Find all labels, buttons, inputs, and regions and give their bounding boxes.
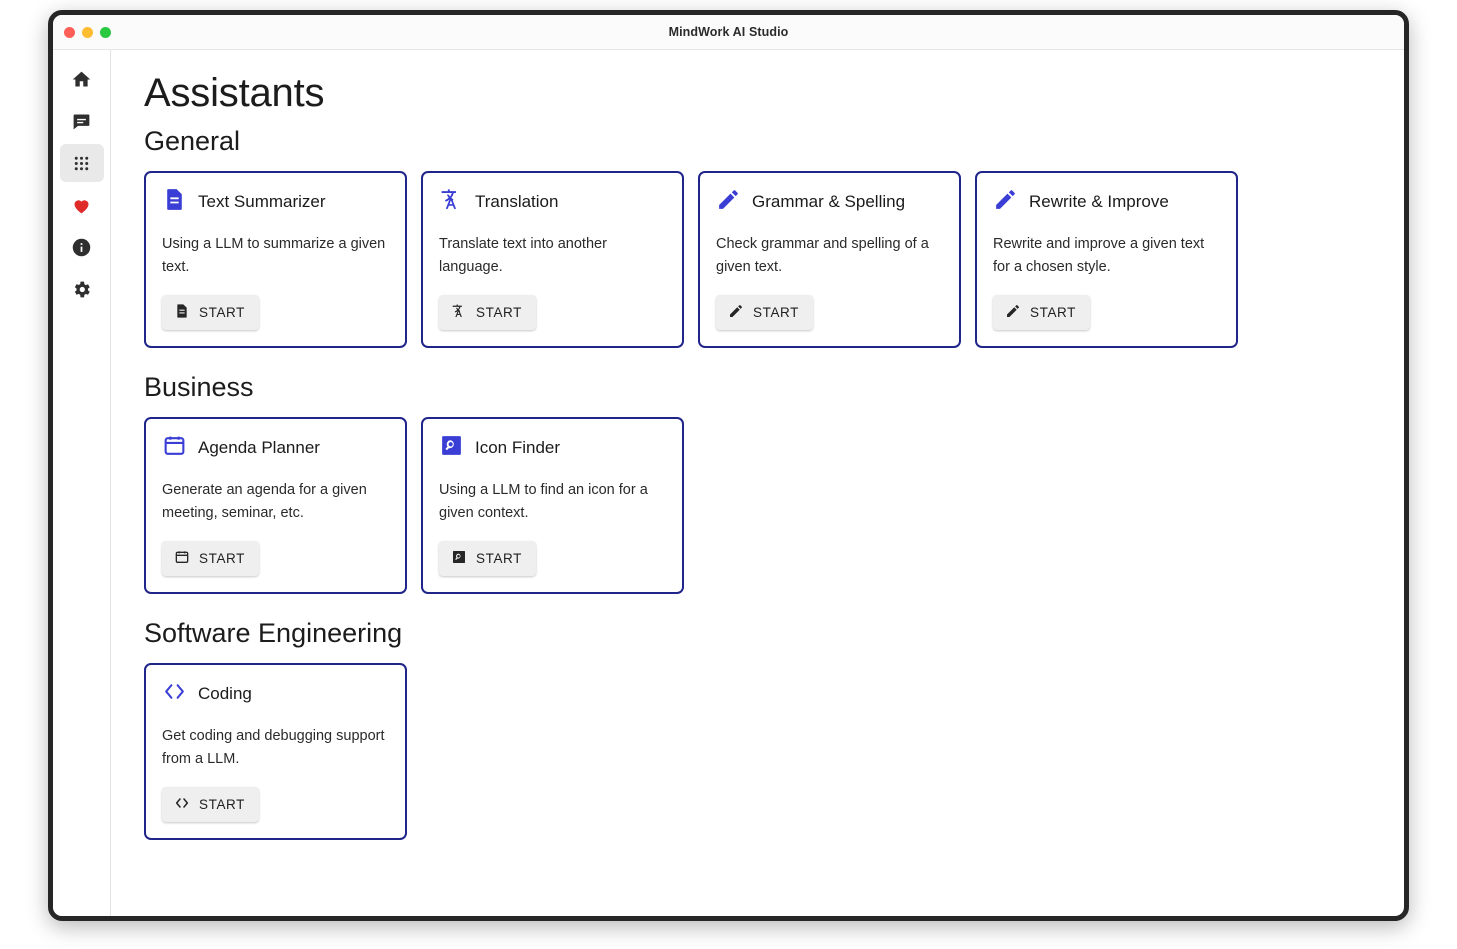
sidebar-item-assistants[interactable] [60,144,104,182]
sidebar-item-home[interactable] [60,60,104,98]
pencil-icon [993,187,1018,217]
assistant-card-translation[interactable] [421,171,684,348]
home-icon [71,69,92,90]
sidebar-item-favorites[interactable] [60,186,104,224]
start-button-icon-finder[interactable] [439,541,536,576]
chat-bubble-icon [71,111,92,132]
window-title: MindWork AI Studio [668,25,789,39]
start-button-label: START [199,305,246,321]
card-description: Get coding and debugging support from a LLM. [162,728,385,767]
card-header [439,187,666,217]
start-button-label: START [199,797,246,813]
start-button-text-summarizer[interactable] [162,295,259,330]
window-body [53,50,1404,917]
start-button-label: START [476,305,523,321]
section-title-business: Business [144,372,254,403]
start-button-agenda-planner[interactable] [162,541,259,576]
start-button-label: START [199,551,246,567]
pencil-icon [716,187,741,217]
image-search-icon [451,549,467,568]
gear-icon [71,279,92,300]
card-description: Generate an agenda for a given meeting, seminar, etc. [162,482,367,521]
start-button-label: START [476,551,523,567]
calendar-icon [162,433,187,463]
section-title-software-engineering: Software Engineering [144,618,403,649]
card-header [162,433,389,463]
calendar-icon [174,549,190,568]
card-title: Rewrite & Improve [1029,192,1169,212]
card-header [162,187,389,217]
close-window-button[interactable] [64,27,75,38]
start-button-translation[interactable] [439,295,536,330]
pencil-icon [1005,303,1021,322]
card-description: Using a LLM to summarize a given text. [162,236,386,275]
window-controls [64,15,111,49]
assistant-card-icon-finder[interactable] [421,417,684,594]
title-bar [53,15,1404,50]
card-description: Translate text into another language. [439,236,607,275]
start-button-label: START [753,305,800,321]
app-window [48,10,1409,921]
assistant-card-grammar-spelling[interactable] [698,171,961,348]
assistant-card-coding[interactable] [144,663,407,840]
assistant-card-agenda-planner[interactable] [144,417,407,594]
card-title: Coding [198,684,252,704]
code-brackets-icon [174,795,190,814]
card-header [993,187,1220,217]
minimize-window-button[interactable] [82,27,93,38]
sidebar [53,50,111,917]
card-description: Rewrite and improve a given text for a chosen style. [993,236,1205,275]
start-button-label: START [1030,305,1077,321]
document-text-icon [162,187,187,217]
image-search-icon [439,433,464,463]
heart-icon [71,195,92,216]
card-title: Translation [475,192,559,212]
card-description: Check grammar and spelling of a given text. [716,236,929,275]
sidebar-item-chat[interactable] [60,102,104,140]
card-row-business [144,417,1374,594]
page-title: Assistants [144,71,325,115]
card-row-software-engineering [144,663,1374,840]
section-title-general: General [144,126,241,156]
start-button-rewrite-improve[interactable] [993,295,1090,330]
card-title: Icon Finder [475,438,561,458]
start-button-grammar-spelling[interactable] [716,295,813,330]
assistant-card-text-summarizer[interactable] [144,171,407,348]
sidebar-item-settings[interactable] [60,270,104,308]
card-title: Grammar & Spelling [752,192,906,212]
card-row-general [144,171,1374,348]
card-header [716,187,943,217]
assistant-card-rewrite-improve[interactable] [975,171,1238,348]
main-content [111,50,1404,917]
sidebar-item-about[interactable] [60,228,104,266]
card-title: Text Summarizer [198,192,326,212]
start-button-coding[interactable] [162,787,259,822]
grid-apps-icon [71,153,92,174]
card-header [439,433,666,463]
pencil-icon [728,303,744,322]
card-description: Using a LLM to find an icon for a given context. [439,482,648,521]
translate-icon [439,187,464,217]
info-icon [71,237,92,258]
translate-icon [451,303,467,322]
code-brackets-icon [162,679,187,709]
document-text-icon [174,303,190,322]
card-header [162,679,389,709]
card-title: Agenda Planner [198,438,320,458]
maximize-window-button[interactable] [100,27,111,38]
